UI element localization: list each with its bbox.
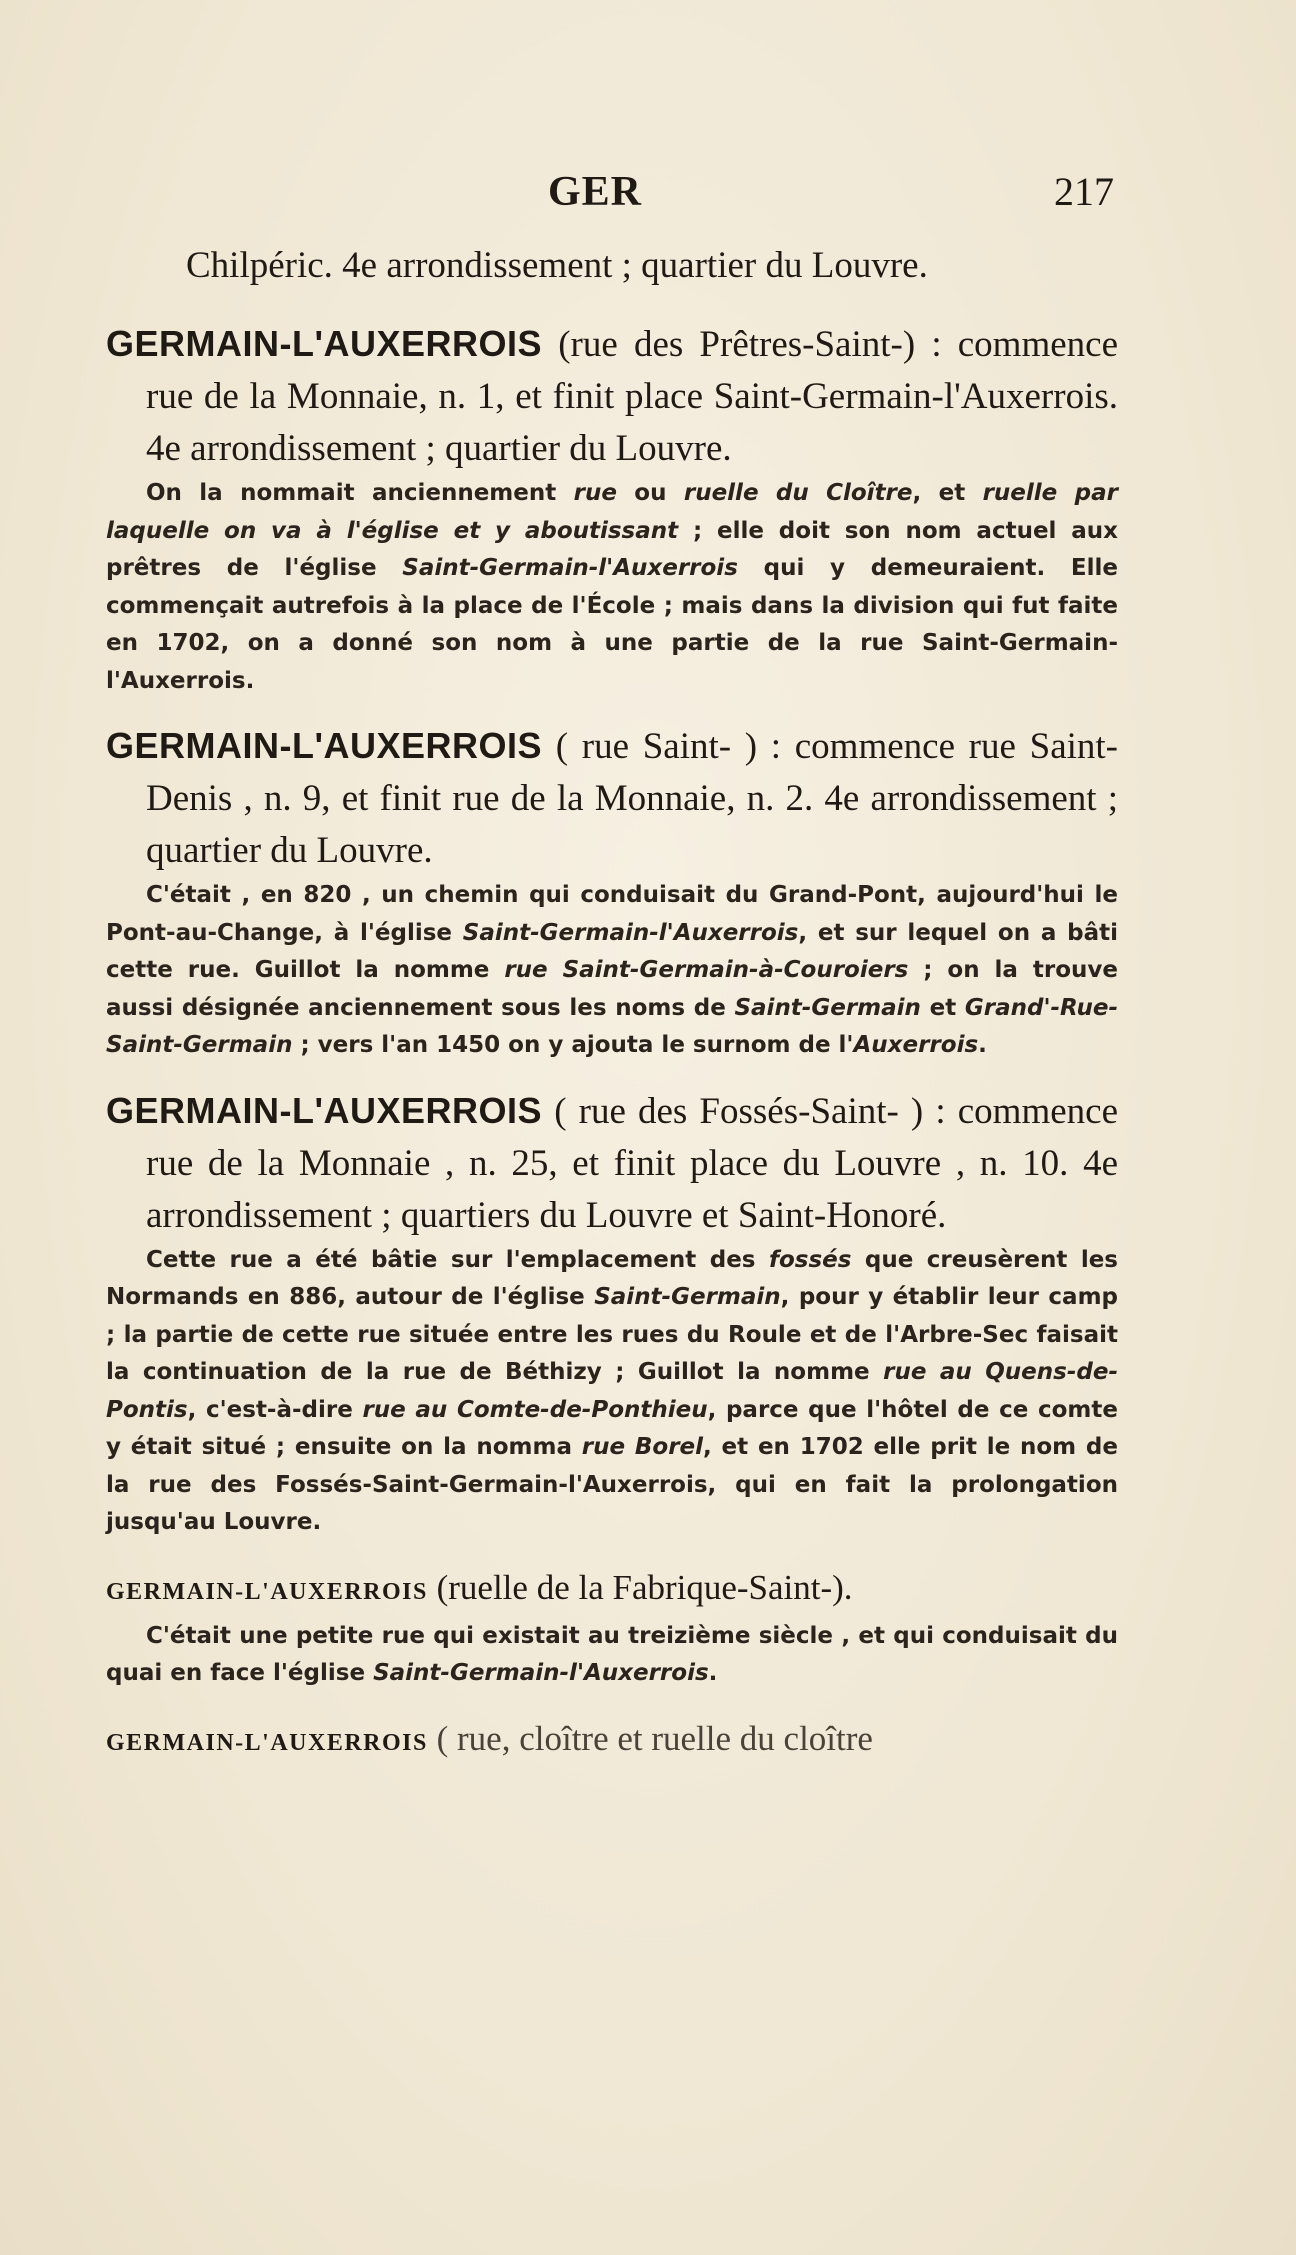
italic-text: rue au Quens-de-Pontis (106, 1359, 1118, 1423)
note-text: que creusèrent les Normands en 886, autour de l'église (106, 1246, 1118, 1310)
italic-text: rue Borel (581, 1434, 704, 1460)
note-text: Cette rue a été bâtie sur l'emplacement des (146, 1246, 769, 1273)
note-text: ; elle doit son nom actuel aux prêtres de l'église (106, 517, 1118, 581)
italic-text: Saint-Germain (594, 1284, 781, 1310)
italic-text: rue au Comte-de-Ponthieu (362, 1396, 708, 1423)
note-text: , parce que l'hôtel de ce comte y était situé ; ensuite on la nomma (106, 1396, 1118, 1460)
entry-head-text: (rue des Prêtres-Saint-) : commence rue de la Monnaie, n. 1, et finit place Saint-Germain-l'Auxerrois. 4e arrondissement ; quartier du Louvre. (146, 324, 1119, 469)
entry-heading (106, 1713, 1118, 1769)
note-text: . (978, 1032, 987, 1058)
note-text: , et (912, 480, 983, 506)
note-text: . (708, 1660, 718, 1686)
entry-headword: GERMAIN-L'AUXERROIS (106, 323, 543, 364)
note-text: ; vers l'an 1450 on y ajouta le surnom de l' (292, 1032, 854, 1058)
note-text: , c'est-à-dire (187, 1396, 363, 1423)
italic-text: Saint-Germain-l'Auxerrois (462, 919, 799, 946)
italic-text: Saint-Germain (734, 994, 921, 1021)
entry-heading (106, 1562, 1118, 1618)
note-text: , pour y établir leur camp ; la partie de cette rue située entre les rues du Roule et de l'Arbre-Sec faisait la continuation de la rue de Béthizy ; Guillot la nomme (106, 1284, 1118, 1385)
italic-text: ruelle par laquelle on va à l'église et y aboutissant (106, 480, 1118, 544)
entry-note (106, 1242, 1118, 1542)
entry-ruelle-fabrique (106, 1562, 1118, 1693)
entry-note (106, 877, 1118, 1065)
entry-cloitre (106, 1713, 1118, 1769)
entry-headword: GERMAIN-L'AUXERROIS (106, 1729, 428, 1756)
note-text: On la nommait anciennement (146, 480, 574, 506)
entry-head-text: (ruelle de la Fabrique-Saint-). (436, 1567, 853, 1607)
note-text: et (920, 994, 965, 1021)
italic-text: ruelle du Cloître (683, 480, 913, 506)
page-body (106, 240, 1118, 1787)
italic-text: Grand'-Rue-Saint-Germain (106, 994, 1119, 1058)
italic-text: Auxerrois (853, 1032, 979, 1058)
entry-heading (106, 318, 1118, 475)
italic-text: Saint-Germain-l'Auxerrois (373, 1660, 709, 1686)
note-text: qui y demeuraient. Elle commençait autrefois à la place de l'École ; mais dans la division qui fut faite en 1702, on a donné son nom à une partie de la rue Saint-Germain-l'Auxerrois. (106, 555, 1118, 694)
entry-headword: GERMAIN-L'AUXERROIS (106, 725, 543, 766)
entry-note (106, 475, 1118, 700)
entry-rue-saint-germain (106, 720, 1118, 1065)
entry-heading (106, 720, 1118, 877)
italic-text: fossés (768, 1246, 852, 1273)
note-text: ; on la trouve aussi désignée anciennement sous les noms de (106, 957, 1118, 1021)
note-text: C'était une petite rue qui existait au treizième siècle , et qui conduisait du quai en face l'église (106, 1622, 1118, 1686)
entry-head-text: ( rue des Fossés-Saint- ) : commence rue de la Monnaie , n. 25, et finit place du Louvre , n. 10. 4e arrondissement ; quartiers du Louvre et Saint-Honoré. (146, 1090, 1119, 1236)
entry-head-text: ( rue Saint- ) : commence rue Saint-Denis , n. 9, et finit rue de la Monnaie, n. 2. 4e arrondissement ; quartier du Louvre. (146, 726, 1118, 871)
entry-headword: GERMAIN-L'AUXERROIS (106, 1089, 543, 1131)
page-number: 217 (1054, 169, 1114, 214)
note-text: C'était , en 820 , un chemin qui conduisait du Grand-Pont, aujourd'hui le Pont-au-Change, à l'église (106, 882, 1118, 946)
note-text: , et sur lequel on a bâti cette rue. Guillot la nomme (106, 919, 1118, 983)
continuation-text: Chilpéric. 4e arrondissement ; quartier du Louvre. (186, 245, 928, 286)
note-text: ou (616, 480, 684, 506)
entry-note (106, 1618, 1118, 1693)
entry-rue-des-pretres (106, 318, 1118, 700)
page-header (548, 168, 1114, 228)
note-text: , et en 1702 elle prit le nom de la rue des Fossés-Saint-Germain-l'Auxerrois, qui en fait la prolongation jusqu'au Louvre. (106, 1434, 1118, 1535)
entry-head-text: ( rue, cloître et ruelle du cloître (436, 1718, 873, 1758)
entry-heading (106, 1085, 1118, 1242)
entry-headword: GERMAIN-L'AUXERROIS (106, 1578, 428, 1605)
italic-text: rue (573, 480, 617, 506)
entry-rue-des-fosses (106, 1085, 1118, 1542)
running-head: GER (548, 169, 643, 215)
italic-text: Saint-Germain-l'Auxerrois (402, 555, 738, 581)
italic-text: rue Saint-Germain-à-Couroiers (504, 957, 909, 983)
